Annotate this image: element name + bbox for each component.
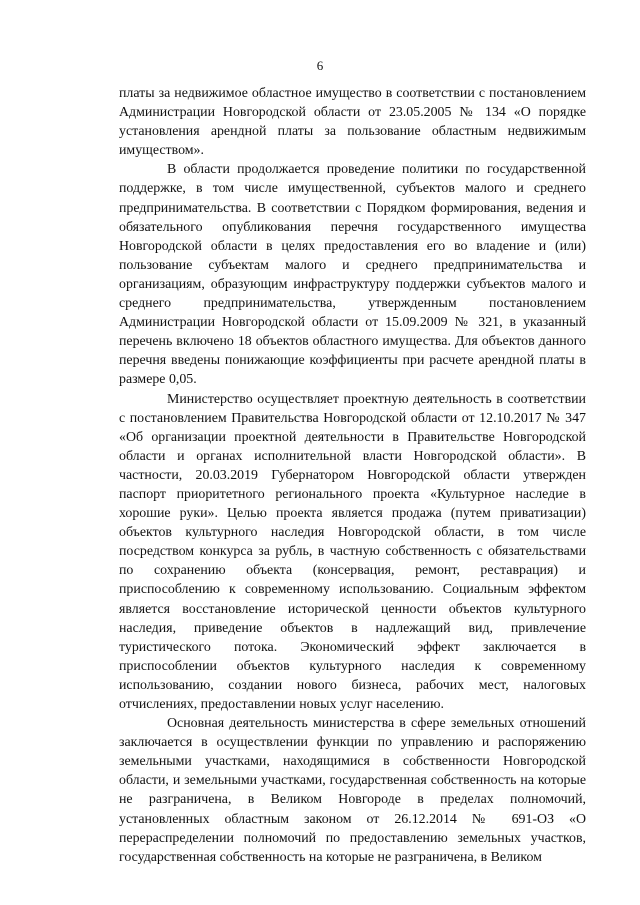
paragraph-land-relations: Основная деятельность министерства в сфере земельных отношений заключается в осуществлении функции по управлению и распоряжению земельными участками, находящимися в собственности Новгородской области, и земельными участками, государственная собственность на которые не разграничена, в Великом Новгороде в пределах полномочий, установленных областным законом от 26.12.2014 № 691-ОЗ «О перераспределении полномочий по предоставлению земельных участков, государственная собственность на которые не разграничена, в Великом	[119, 716, 586, 865]
paragraph-rent-continuation: платы за недвижимое областное имущество в соответствии с постановлением Администрации Новгородской области от 23.05.2005 № 134 «О порядке установления арендной платы за пользование областным недвижимым имуществом».	[119, 86, 586, 159]
page-number: 6	[316, 58, 324, 73]
paragraph-project-activity: Министерство осуществляет проектную деятельность в соответствии с постановлением Правительства Новгородской области от 12.10.2017 № 347 «Об организации проектной деятельности в Правительстве Новгородской области и органах исполнительной власти Новгородской области». В частности, 20.03.2019 Губернатором Новгородской области утвержден паспорт приоритетного регионального проекта «Культурное наследие в хорошие руки». Целью проекта является продажа (путем приватизации) объектов культурного наследия Новгородской области, в том числе посредством конкурса за рубль, в частную собственность с обязательствами по сохранению объекта (консервация, ремонт, реставрация) и приспособлению к современному использованию. Социальным эффектом является восстановление исторической ценности объектов культурного наследия, приведение объектов в надлежащий вид, привлечение туристического потока. Экономический эффект заключается в приспособлении объектов культурного наследия к современному использованию, создании нового бизнеса, рабочих мест, налоговых отчислениях, предоставлении новых услуг населению.	[119, 391, 586, 712]
body-text	[119, 84, 586, 867]
paragraph-sme-support: В области продолжается проведение политики по государственной поддержке, в том числе имущественной, субъектов малого и среднего предпринимательства. В соответствии с Порядком формирования, ведения и обязательного опубликования перечня государственного имущества Новгородской области в целях предоставления его во владение и (или) пользование субъектам малого и среднего предпринимательства и организациям, образующим инфраструктуру поддержки субъектов малого и среднего предпринимательства, утвержденным постановлением Администрации Новгородской области от 15.09.2009 № 321, в указанный перечень включено 18 объектов областного имущества. Для объектов данного перечня введены понижающие коэффициенты при расчете арендной платы в размере 0,05.	[119, 162, 586, 388]
